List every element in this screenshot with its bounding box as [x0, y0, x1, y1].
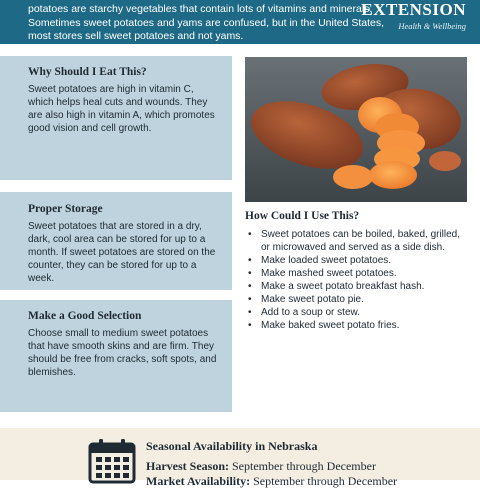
seasonal-panel — [0, 428, 480, 488]
intro-text: potatoes are starchy vegetables that contain lots of vitamins and minerals. Sometimes sweet potatoes and yams are confused, but in the United States, most stores sell sweet potatoes and not yams. — [28, 3, 385, 42]
market-availability — [146, 474, 397, 489]
section-title: Why Should I Eat This? — [28, 66, 147, 78]
brand-block — [361, 0, 466, 31]
section-body: Sweet potatoes that are stored in a dry, dark, cool area can be stored for up to a month. If sweet potatoes are stored on the counter, they can be stored for up to a week. — [28, 221, 216, 284]
list-item: • Make mashed sweet potatoes. — [248, 267, 470, 280]
market-value: September through December — [253, 474, 398, 488]
list-item: • Make a sweet potato breakfast hash. — [248, 280, 470, 293]
harvest-label: Harvest Season: — [146, 459, 229, 473]
section-selection — [0, 300, 232, 412]
uses-list — [248, 228, 470, 332]
seasonal-title: Seasonal Availability in Nebraska — [146, 439, 318, 453]
uses-title: How Could I Use This? — [245, 210, 360, 222]
section-why-eat — [0, 56, 232, 180]
list-item: • Make loaded sweet potatoes. — [248, 254, 470, 267]
list-item: • Make sweet potato pie. — [248, 293, 470, 306]
brand-subtitle: Health & Wellbeing — [398, 21, 466, 31]
calendar-icon — [88, 438, 136, 482]
section-storage — [0, 192, 232, 290]
section-body: Choose small to medium sweet potatoes that have smooth skins and are firm. They should be free from cracks, soft spots, and blemishes. — [28, 328, 217, 378]
sweet-potato-photo — [245, 57, 467, 202]
list-item: • Add to a soup or stew. — [248, 306, 470, 319]
section-title: Make a Good Selection — [28, 310, 142, 322]
list-item: • Sweet potatoes can be boiled, baked, grilled, or microwaved and served as a side dish. — [248, 228, 470, 254]
header-banner — [0, 0, 480, 44]
sweet-potato-illustration — [245, 57, 467, 202]
section-body: Sweet potatoes are high in vitamin C, which helps heal cuts and wounds. They are also high in vitamin A, which promotes good vision and cell growth. — [28, 84, 215, 134]
brand-name: EXTENSION — [361, 0, 466, 19]
market-label: Market Availability: — [146, 474, 251, 488]
section-title: Proper Storage — [28, 203, 103, 215]
list-item: • Make baked sweet potato fries. — [248, 319, 470, 332]
harvest-value: September through December — [232, 459, 376, 473]
harvest-season — [146, 459, 376, 474]
